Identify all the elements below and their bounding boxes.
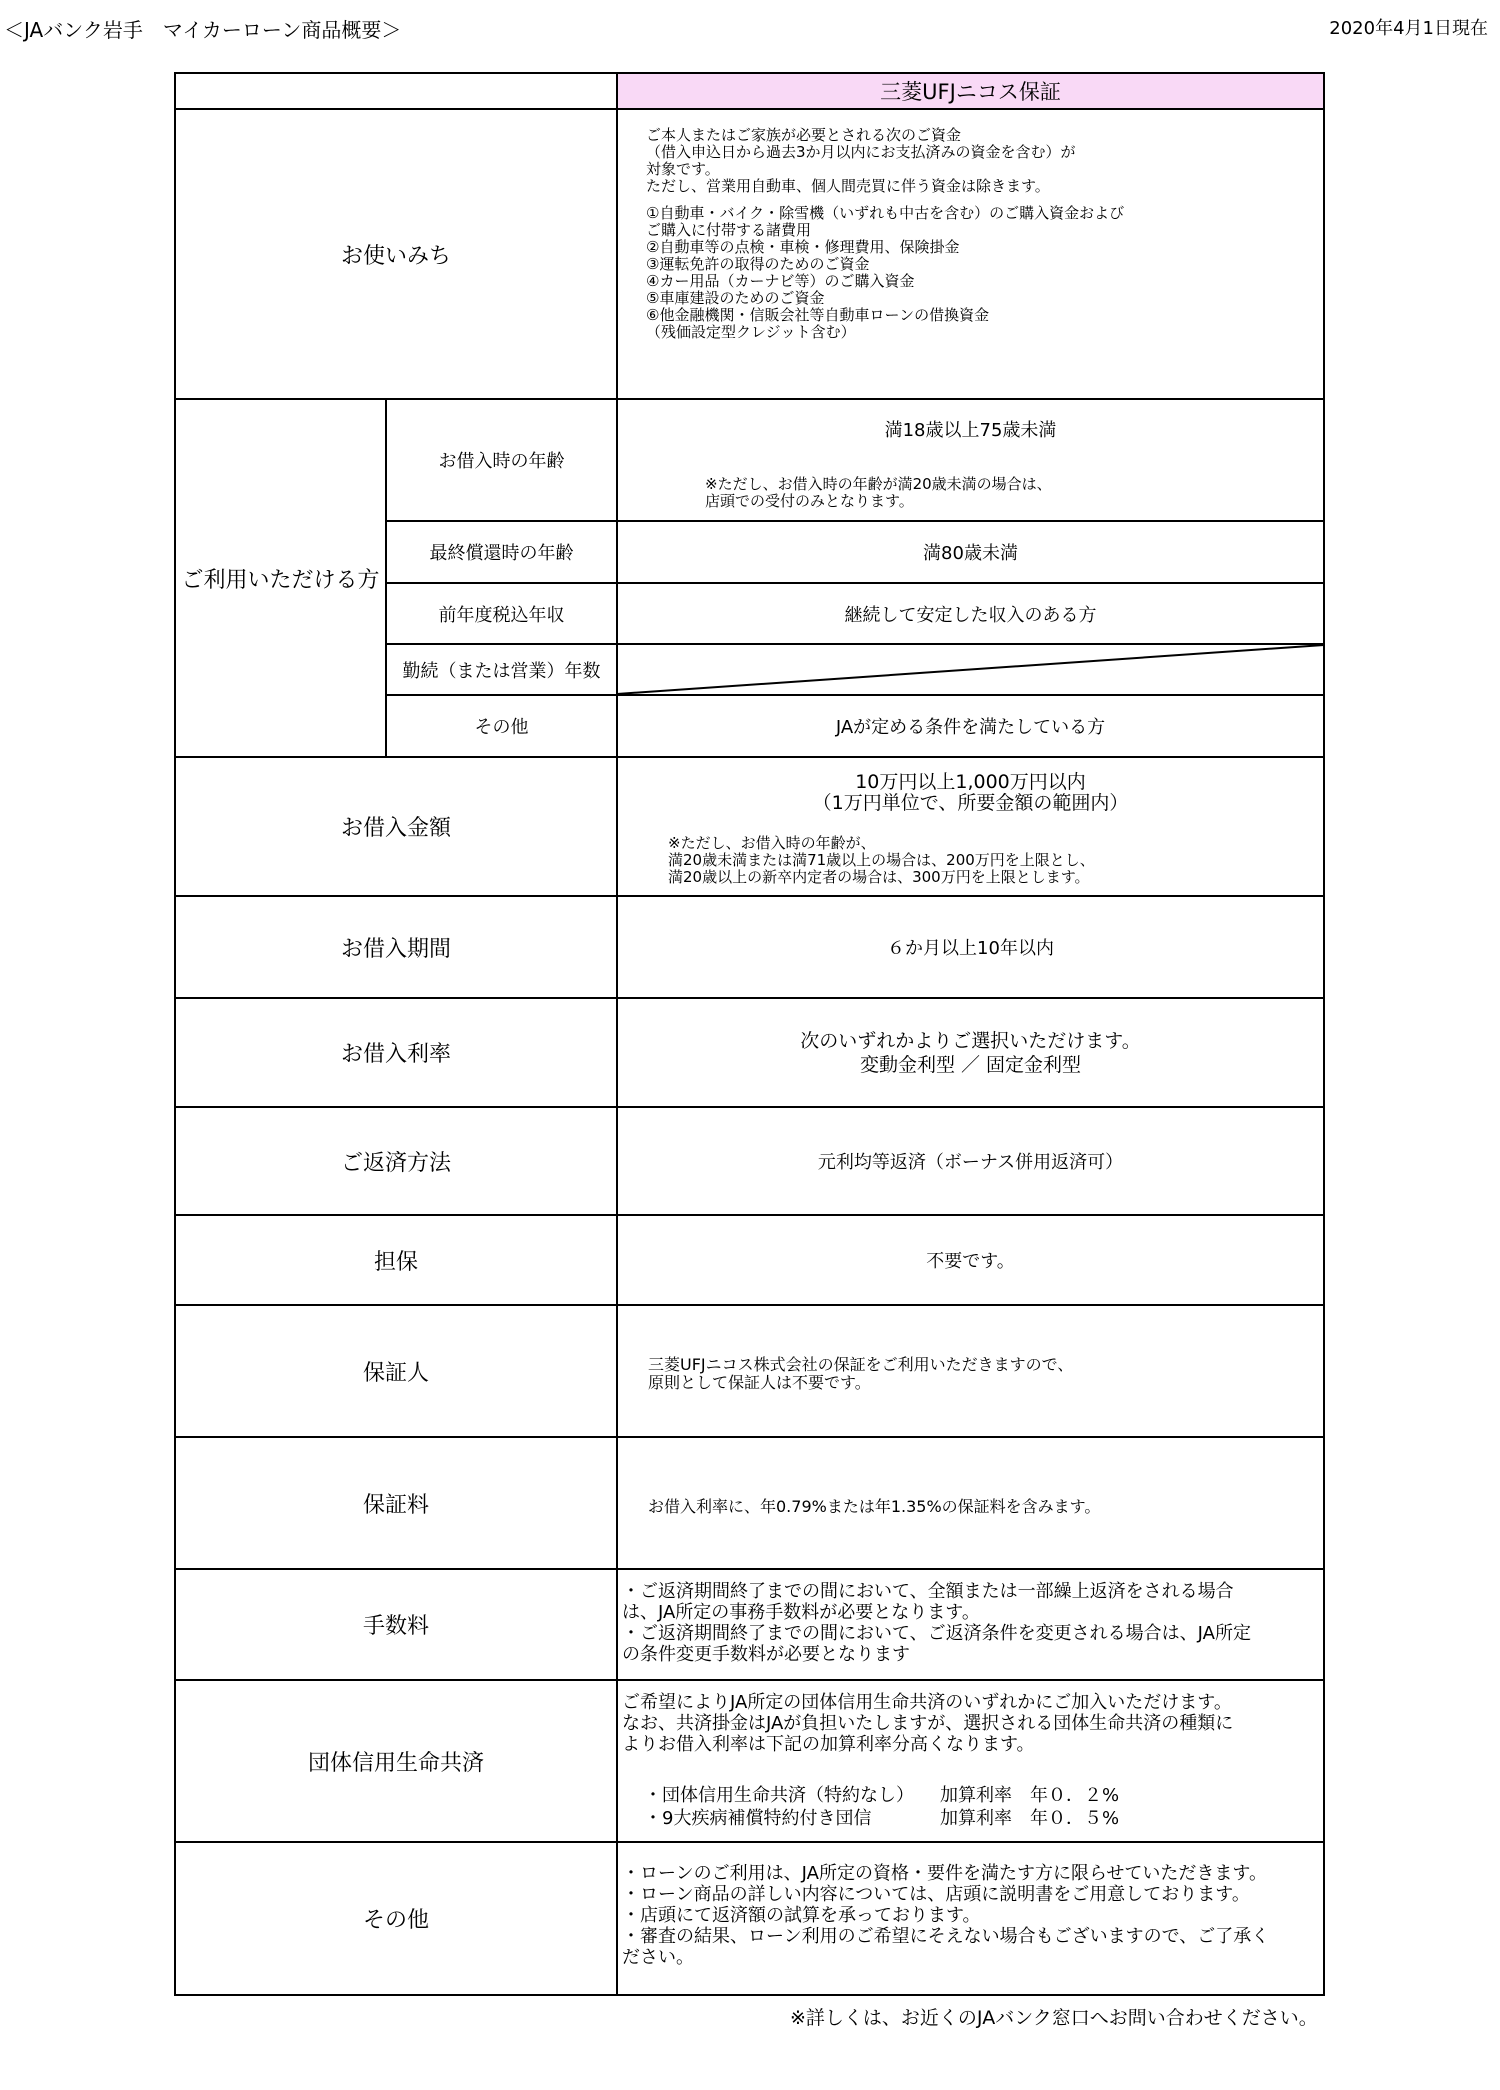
amount-note: ※ただし、お借入時の年齢が、 満20歳未満または満71歳以上の場合は、200万円を上限とし、 満20歳以上の新卒内定者の場合は、300万円を上限とします。 [668,834,1095,886]
as-of-date: 2020年4月1日現在 [1329,18,1488,39]
repayment-value: 元利均等返済（ボーナス併用返済可） [817,1152,1124,1173]
income-label: 前年度税込年収 [438,604,565,626]
final-age-label: 最終償還時の年齢 [429,543,574,564]
eligibility-label: ご利用いただける方 [181,567,380,593]
guarantor-value: 三菱UFJニコス株式会社の保証をご利用いただきますので、 原則として保証人は不要です。 [648,1355,1074,1392]
insurance-option-2-rate: 加算利率 年０．５% [940,1808,1120,1829]
usage-label: お使いみち [340,243,451,269]
rate-label: お借入利率 [340,1042,451,1067]
column-header: 三菱UFJニコス保証 [880,80,1061,104]
other-criteria-label: その他 [474,717,529,738]
usage-intro: ご本人またはご家族が必要とされる次のご資金 （借入申込日から過去3か月以内にお支払済みの資金を含む）が 対象です。 ただし、営業用自動車、個人間売買に伴う資金は除きます。 [646,126,1076,195]
insurance-option-2: ・9大疾病補償特約付き団信 [644,1808,872,1829]
guarantee-fee-value: お借入利率に、年0.79%または年1.35%の保証料を含みます。 [648,1497,1101,1516]
period-label: お借入期間 [340,936,451,962]
guarantee-fee-label: 保証料 [362,1492,429,1518]
insurance-label: 団体信用生命共済 [307,1750,484,1776]
other-criteria-value: JAが定める条件を満たしている方 [835,717,1106,738]
not-applicable-diagonal [617,644,1324,695]
final-age-value: 満80歳未満 [923,543,1018,564]
insurance-value: ご希望によりJA所定の団体信用生命共済のいずれかにご加入いただけます。 なお、共済掛金はJAが負担いたしますが、選択される団体生命共済の種類に よりお借入利率は下記の加算利率分高くなります。 [622,1692,1234,1755]
insurance-option-1-rate: 加算利率 年０．２% [940,1785,1120,1806]
fees-value: ・ご返済期間終了までの間において、全額または一部繰上返済をされる場合 は、JA所定の事務手数料が必要となります。 ・ご返済期間終了までの間において、ご返済条件を変更される場合は、JA所定 の条件変更手数料が必要となります [622,1581,1251,1665]
footer-note: ※詳しくは、お近くのJAバンク窓口へお問い合わせください。 [790,2007,1318,2029]
amount-label: お借入金額 [340,816,451,841]
other-label: その他 [362,1908,429,1933]
repayment-label: ご返済方法 [340,1150,451,1176]
page-title: ＜JAバンク岩手 マイカーローン商品概要＞ [4,18,402,42]
age-label: お借入時の年齢 [438,451,565,472]
insurance-option-1: ・団体信用生命共済（特約なし） [644,1785,914,1806]
period-value: ６か月以上10年以内 [887,938,1054,959]
rate-value: 次のいずれかよりご選択いただけます。 変動金利型 ／ 固定金利型 [800,1029,1141,1076]
collateral-value: 不要です。 [926,1251,1015,1272]
amount-value: 10万円以上1,000万円以内 （1万円単位で、所要金額の範囲内） [812,771,1129,814]
age-note: ※ただし、お借入時の年齢が満20歳未満の場合は、 店頭での受付のみとなります。 [705,475,1052,510]
age-value: 満18歳以上75歳未満 [884,420,1057,441]
fees-label: 手数料 [362,1614,429,1639]
income-value: 継続して安定した収入のある方 [844,604,1097,626]
usage-list: ①自動車・バイク・除雪機（いずれも中古を含む）のご購入資金および ご購入に付帯する諸費用 ②自動車等の点検・車検・修理費用、保険掛金 ③運転免許の取得のためのご資金 ④カー用品（カーナビ等）のご購入資金 ⑤車庫建設のためのご資金 ⑥他金融機関・信販会社等自動車ローンの借換資金 （残価設定型クレジット含む） [646,204,1125,341]
guarantor-label: 保証人 [362,1360,429,1386]
other-value: ・ローンのご利用は、JA所定の資格・要件を満たす方に限らせていただきます。 ・ローン商品の詳しい内容については、店頭に説明書をご用意しております。 ・店頭にて返済額の試算を承っております。 ・審査の結果、ローン利用のご希望にそえない場合もございますので、ご了承く ださい。 [622,1863,1270,1968]
tenure-label: 勤続（または営業）年数 [402,660,601,682]
collateral-label: 担保 [373,1249,418,1275]
